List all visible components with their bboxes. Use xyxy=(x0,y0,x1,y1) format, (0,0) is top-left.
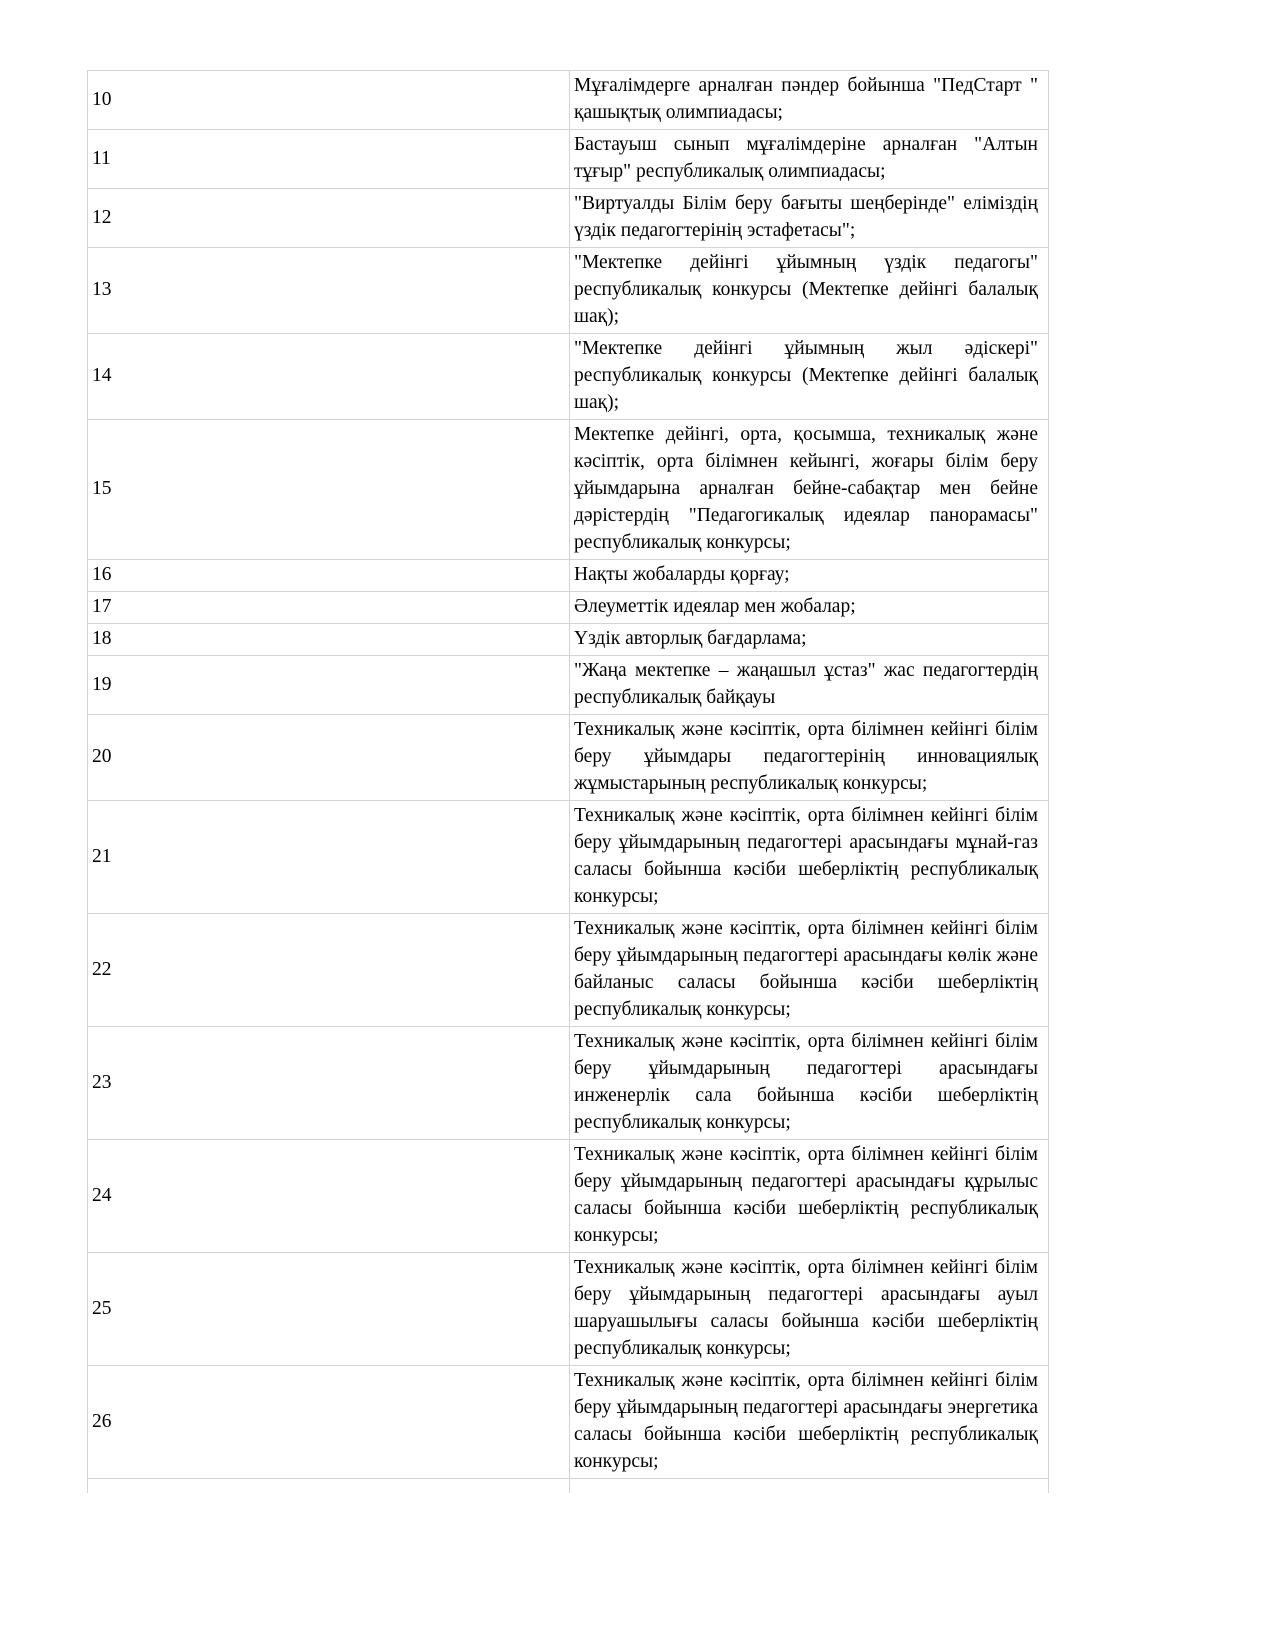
row-text: Мұғалімдерге арналған пәндер бойынша "ПедСтарт " қашықтық олимпиадасы; xyxy=(570,71,1049,130)
row-number: 23 xyxy=(88,1027,570,1140)
table-row xyxy=(88,1253,1049,1366)
row-number: 10 xyxy=(88,71,570,130)
row-number: 13 xyxy=(88,248,570,334)
table-row xyxy=(88,130,1049,189)
table-row xyxy=(88,560,1049,592)
row-text: Техникалық және кәсіптік, орта білімнен кейінгі білім беру ұйымдарының педагогтері арасындағы ауыл шаруашылығы саласы бойынша кәсіби шеберліктің республикалық конкурсы; xyxy=(570,1253,1049,1366)
row-number: 22 xyxy=(88,914,570,1027)
row-text: "Мектепке дейінгі ұйымның үздік педагогы" республикалық конкурсы (Мектепке дейінгі балалық шақ); xyxy=(570,248,1049,334)
row-text: "Жаңа мектепке – жаңашыл ұстаз" жас педагогтердің республикалық байқауы xyxy=(570,656,1049,715)
row-number: 11 xyxy=(88,130,570,189)
row-text: Техникалық және кәсіптік, орта білімнен кейінгі білім беру ұйымдары педагогтерінің инновациялық жұмыстарының республикалық конкурсы; xyxy=(570,715,1049,801)
table-row xyxy=(88,656,1049,715)
row-text: Техникалық және кәсіптік, орта білімнен кейінгі білім беру ұйымдарының педагогтері арасындағы құрылыс саласы бойынша кәсіби шеберліктің республикалық конкурсы; xyxy=(570,1140,1049,1253)
row-text: "Мектепке дейінгі ұйымның жыл әдіскері" республикалық конкурсы (Мектепке дейінгі балалық шақ); xyxy=(570,334,1049,420)
table-row xyxy=(88,420,1049,560)
row-text: "Виртуалды Білім беру бағыты шеңберінде" еліміздің үздік педагогтерінің эстафетасы"; xyxy=(570,189,1049,248)
row-number: 20 xyxy=(88,715,570,801)
row-number: 19 xyxy=(88,656,570,715)
row-text: Техникалық және кәсіптік, орта білімнен кейінгі білім беру ұйымдарының педагогтері арасындағы көлік және байланыс саласы бойынша кәсіби шеберліктің республикалық конкурсы; xyxy=(570,914,1049,1027)
document-table xyxy=(87,70,1049,1493)
table-row xyxy=(88,1027,1049,1140)
row-number: 18 xyxy=(88,624,570,656)
table-body xyxy=(88,71,1049,1494)
table-row xyxy=(88,914,1049,1027)
empty-cell xyxy=(88,1479,570,1494)
table-row xyxy=(88,248,1049,334)
row-number: 14 xyxy=(88,334,570,420)
row-number: 21 xyxy=(88,801,570,914)
row-text: Нақты жобаларды қорғау; xyxy=(570,560,1049,592)
table-row xyxy=(88,801,1049,914)
table-row xyxy=(88,189,1049,248)
row-number: 16 xyxy=(88,560,570,592)
table-row xyxy=(88,1366,1049,1479)
row-number: 12 xyxy=(88,189,570,248)
row-number: 26 xyxy=(88,1366,570,1479)
table-row xyxy=(88,715,1049,801)
empty-cell xyxy=(570,1479,1049,1494)
row-text: Мектепке дейінгі, орта, қосымша, техникалық және кәсіптік, орта білімнен кейынгі, жоғары білім беру ұйымдарына арналған бейне-сабақтар мен бейне дәрістердің "Педагогикалық идеялар панорамасы" республикалық конкурсы; xyxy=(570,420,1049,560)
table-row xyxy=(88,71,1049,130)
row-number: 24 xyxy=(88,1140,570,1253)
row-number: 17 xyxy=(88,592,570,624)
row-text: Үздік авторлық бағдарлама; xyxy=(570,624,1049,656)
row-text: Техникалық және кәсіптік, орта білімнен кейінгі білім беру ұйымдарының педагогтері арасындағы мұнай-газ саласы бойынша кәсіби шеберліктің республикалық конкурсы; xyxy=(570,801,1049,914)
row-number: 25 xyxy=(88,1253,570,1366)
row-text: Техникалық және кәсіптік, орта білімнен кейінгі білім беру ұйымдарының педагогтері арасындағы энергетика саласы бойынша кәсіби шеберліктің республикалық конкурсы; xyxy=(570,1366,1049,1479)
row-text: Әлеуметтік идеялар мен жобалар; xyxy=(570,592,1049,624)
table-row xyxy=(88,334,1049,420)
row-text: Техникалық және кәсіптік, орта білімнен кейінгі білім беру ұйымдарының педагогтері арасындағы инженерлік сала бойынша кәсіби шеберліктің республикалық конкурсы; xyxy=(570,1027,1049,1140)
table-row-continuation xyxy=(88,1479,1049,1494)
table-row xyxy=(88,592,1049,624)
table-row xyxy=(88,624,1049,656)
row-text: Бастауыш сынып мұғалімдеріне арналған "Алтын тұғыр" республикалық олимпиадасы; xyxy=(570,130,1049,189)
table-row xyxy=(88,1140,1049,1253)
row-number: 15 xyxy=(88,420,570,560)
